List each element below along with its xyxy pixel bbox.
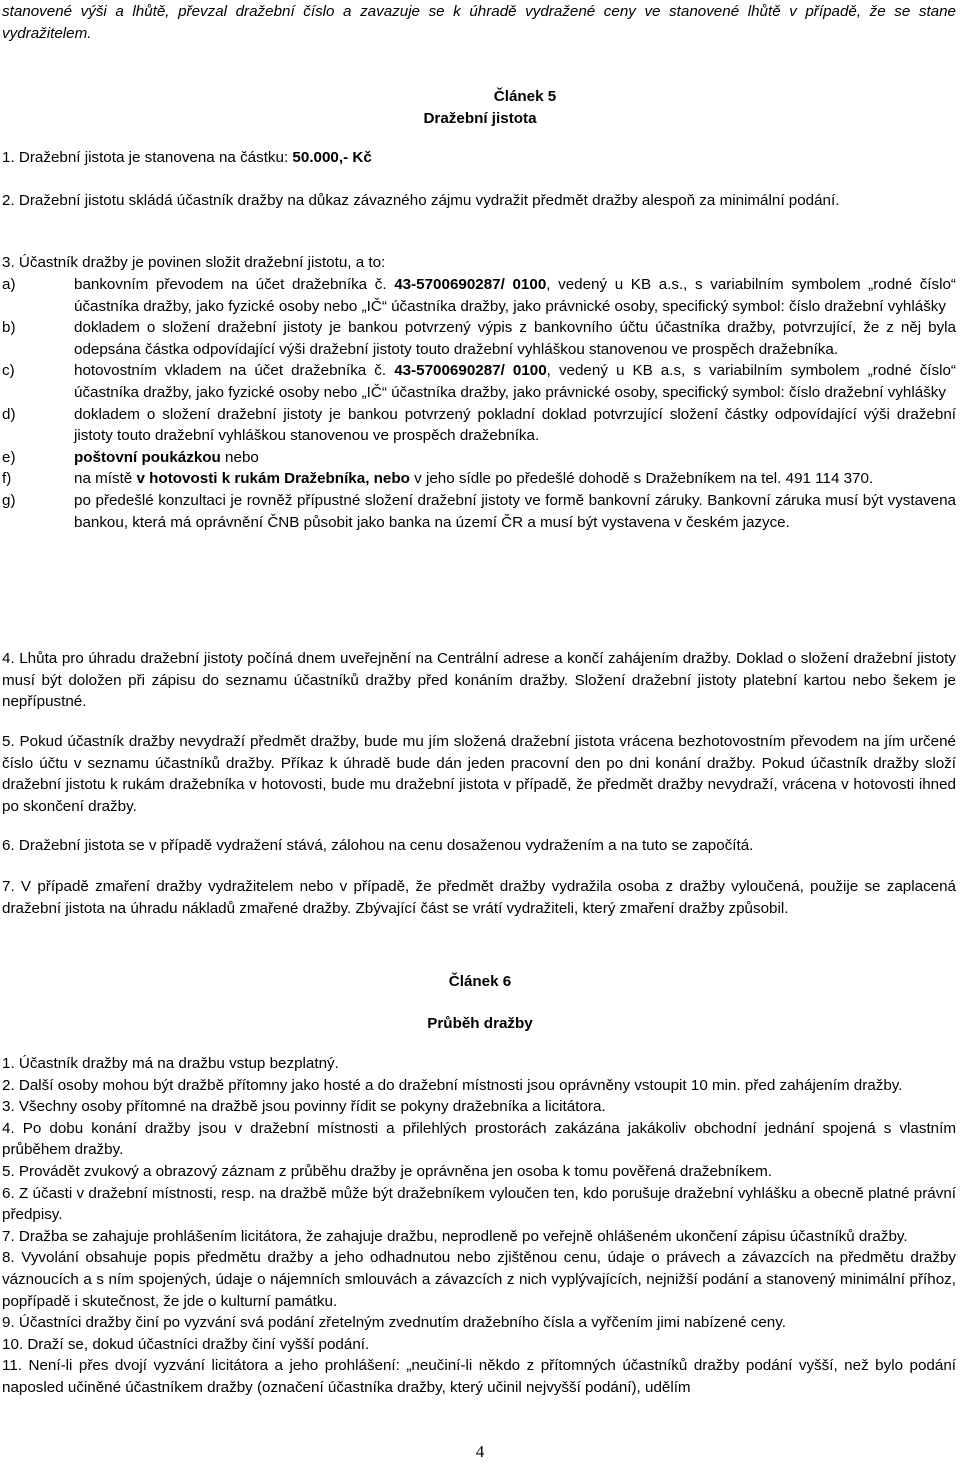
item-label: b) (2, 319, 16, 337)
article5-subheading: Dražební jistota (423, 110, 537, 127)
item-text (74, 404, 956, 447)
procedure-item: 1. Účastník dražby má na dražbu vstup bezplatný. (2, 1055, 339, 1072)
payment-method-item (2, 490, 956, 533)
procedure-item: 8. Vyvolání obsahuje popis předmětu dražby a jeho odhadnutou nebo zjištěnou cenu, údaje o právech a závazcích na předmětu dražby váznoucích a s ním spojených, údaje o nájemních smlouvách a závazcích z nich vyplývajících, nejnižší podání a stanovený minimální příhoz, popřípadě i skutečnost, že jde o kulturní památku. (2, 1249, 956, 1310)
article5-paragraph-2: 2. Dražební jistotu skládá účastník dražby na důkaz závazného zájmu vydražit předmět dražby alespoň za minimální podání. (2, 192, 840, 209)
procedure-item: 6. Z účasti v dražební místnosti, resp. na dražbě může být dražebníkem vyloučen ten, kdo porušuje dražební vyhlášku a obecně platné právní předpisy. (2, 1184, 956, 1224)
item-text (74, 360, 956, 403)
item-text-lead: bankovním převodem na účet dražebníka č. (74, 276, 395, 293)
item-text-bold: poštovní poukázkou (74, 448, 221, 466)
auction-procedure-list (2, 1053, 956, 1399)
item-label: c) (2, 362, 15, 380)
item-text-lead: dokladem o složení dražební jistoty je bankou potvrzený výpis z bankovního účtu účastníka dražby, potvrzující, že z něj byla odepsána částka odpovídající výši dražební jistoty touto dražební vyhláškou stanovenou ve prospěch dražebníka. (74, 319, 956, 358)
article5-paragraph-3: 3. Účastník dražby je povinen složit dražební jistotu, a to: (2, 254, 386, 271)
payment-method-item (2, 468, 956, 490)
article5-paragraph-5: 5. Pokud účastník dražby nevydraží předmět dražby, bude mu jím složená dražební jistota vrácena bezhotovostním převodem na jím určené číslo účtu v seznamu účastníků dražby. Příkaz k úhradě bude dán jeden pracovní den po dni konání dražby. Pokud účastník dražby složí dražební jistotu k rukám dražebníka v hotovosti, bude mu dražební jistota v případě, že předmět dražby nevydraží, vrácena v hotovosti ihned po skončení dražby. (2, 733, 956, 815)
payment-method-item (2, 317, 956, 360)
article6-subheading: Průběh dražby (427, 1015, 533, 1032)
item-text (74, 468, 956, 490)
payment-methods-list (2, 274, 956, 533)
item-text-bold: 43-5700690287/ 0100 (394, 362, 547, 380)
continuation-paragraph: stanovené výši a lhůtě, převzal dražební číslo a zavazuje se k úhradě vydražené ceny ve stanovené lhůtě v případě, že se stane vydražitelem. (2, 3, 956, 42)
item-text-lead: dokladem o složení dražební jistoty je bankou potvrzený pokladní doklad potvrzující složení částky odpovídající výši dražební jistoty touto dražební vyhláškou stanovenou ve prospěch dražebníka. (74, 405, 956, 445)
item-text-bold: 43-5700690287/ 0100 (394, 276, 547, 293)
procedure-item: 10. Draží se, dokud účastníci dražby činí vyšší podání. (2, 1335, 370, 1353)
procedure-item: 9. Účastníci dražby činí po vyzvání svá podání zřetelným zvednutím dražebního čísla a vyřčením jimi nabízené ceny. (2, 1314, 786, 1332)
article5-paragraph-7: 7. V případě zmaření dražby vydražitelem nebo v případě, že předmět dražby vydražila osoba z dražby vyloučená, použije se zaplacená dražební jistota na úhradu nákladů zmařené dražby. Zbývající část se vrátí vydražiteli, který zmaření dražby způsobil. (2, 878, 956, 917)
payment-method-item (2, 404, 956, 447)
page-number: 4 (475, 1442, 485, 1461)
item-text-tail: v jeho sídle po předešlé dohodě s Dražebníkem na tel. 491 114 370. (409, 470, 874, 488)
paragraph-1-text: 1. Dražební jistota je stanovena na částku: (2, 149, 293, 166)
item-text-tail: , vedený u KB a.s., s variabilním symbolem „rodné číslo“ účastníka dražby, jako fyzické osoby nebo „IČ“ účastníka dražby, jako právnické osoby, specifický symbol: číslo dražební vyhlášky (74, 276, 956, 315)
article5-paragraph-1 (2, 147, 956, 169)
payment-method-item (2, 360, 956, 403)
item-label: a) (2, 276, 16, 293)
item-text-lead: po předešlé konzultaci je rovněž přípustné složení dražební jistoty ve formě bankovní záruky. Bankovní záruka musí být vystavena bankou, která má oprávnění ČNB působit jako banka na území ČR a musí být vystavena v českém jazyce. (74, 491, 956, 531)
item-text (74, 317, 956, 360)
item-label: e) (2, 448, 16, 466)
item-label: f) (2, 470, 12, 488)
payment-method-item (2, 447, 956, 469)
item-text (74, 447, 956, 469)
article5-heading: Článek 5 (493, 88, 557, 105)
article5-paragraph-6: 6. Dražební jistota se v případě vydražení stává, zálohou na cenu dosaženou vydražením a na tuto se započítá. (2, 837, 754, 854)
procedure-item: 3. Všechny osoby přítomné na dražbě jsou povinny řídit se pokyny dražebníka a licitátora. (2, 1098, 606, 1116)
item-text-lead: na místě (74, 470, 137, 488)
item-label: g) (2, 491, 16, 509)
procedure-item: 11. Není-li přes dvojí vyzvání licitátora a jeho prohlášení: „neučiní-li někdo z přítomných účastníků dražby podání vyšší, než bylo podání naposled učiněné účastníkem dražby (označení účastníka dražby, který učinil nejvyšší podání), udělím (2, 1357, 956, 1396)
payment-method-item (2, 274, 956, 317)
article5-paragraph-4: 4. Lhůta pro úhradu dražební jistoty počíná dnem uveřejnění na Centrální adrese a končí zahájením dražby. Doklad o složení dražební jistoty musí být doložen při zápisu do seznamu účastníků dražby před konáním dražby. Složení dražební jistoty platební kartou nebo šekem je nepřípustné. (2, 650, 956, 711)
item-text (74, 490, 956, 533)
item-text (74, 274, 956, 317)
article6-heading: Článek 6 (448, 973, 512, 990)
item-label: d) (2, 405, 16, 423)
procedure-item: 4. Po dobu konání dražby jsou v dražební místnosti a přilehlých prostorách zakázána jakákoliv obchodní jednání spojená s vlastním průběhem dražby. (2, 1119, 956, 1159)
item-text-bold: v hotovosti k rukám Dražebníka, nebo (136, 470, 410, 488)
procedure-item: 2. Další osoby mohou být dražbě přítomny jako hosté a do dražební místnosti jsou oprávněny vstoupit 10 min. před zahájením dražby. (2, 1076, 903, 1094)
procedure-item: 5. Provádět zvukový a obrazový záznam z průběhu dražby je oprávněna jen osoba k tomu pověřená dražebníkem. (2, 1162, 772, 1180)
item-text-tail: nebo (220, 448, 259, 466)
deposit-amount: 50.000,- Kč (292, 149, 372, 166)
item-text-tail: , vedený u KB a.s, s variabilním symbolem „rodné číslo“ účastníka dražby, jako fyzické osoby nebo „IČ“ účastníka dražby, jako právnické osoby, specifický symbol: číslo dražební vyhlášky (74, 362, 956, 401)
procedure-item: 7. Dražba se zahajuje prohlášením licitátora, že zahajuje dražbu, neprodleně po veřejně ohlášeném ukončení zápisu účastníků dražby. (2, 1227, 908, 1245)
item-text-lead: hotovostním vkladem na účet dražebníka č. (74, 362, 395, 380)
